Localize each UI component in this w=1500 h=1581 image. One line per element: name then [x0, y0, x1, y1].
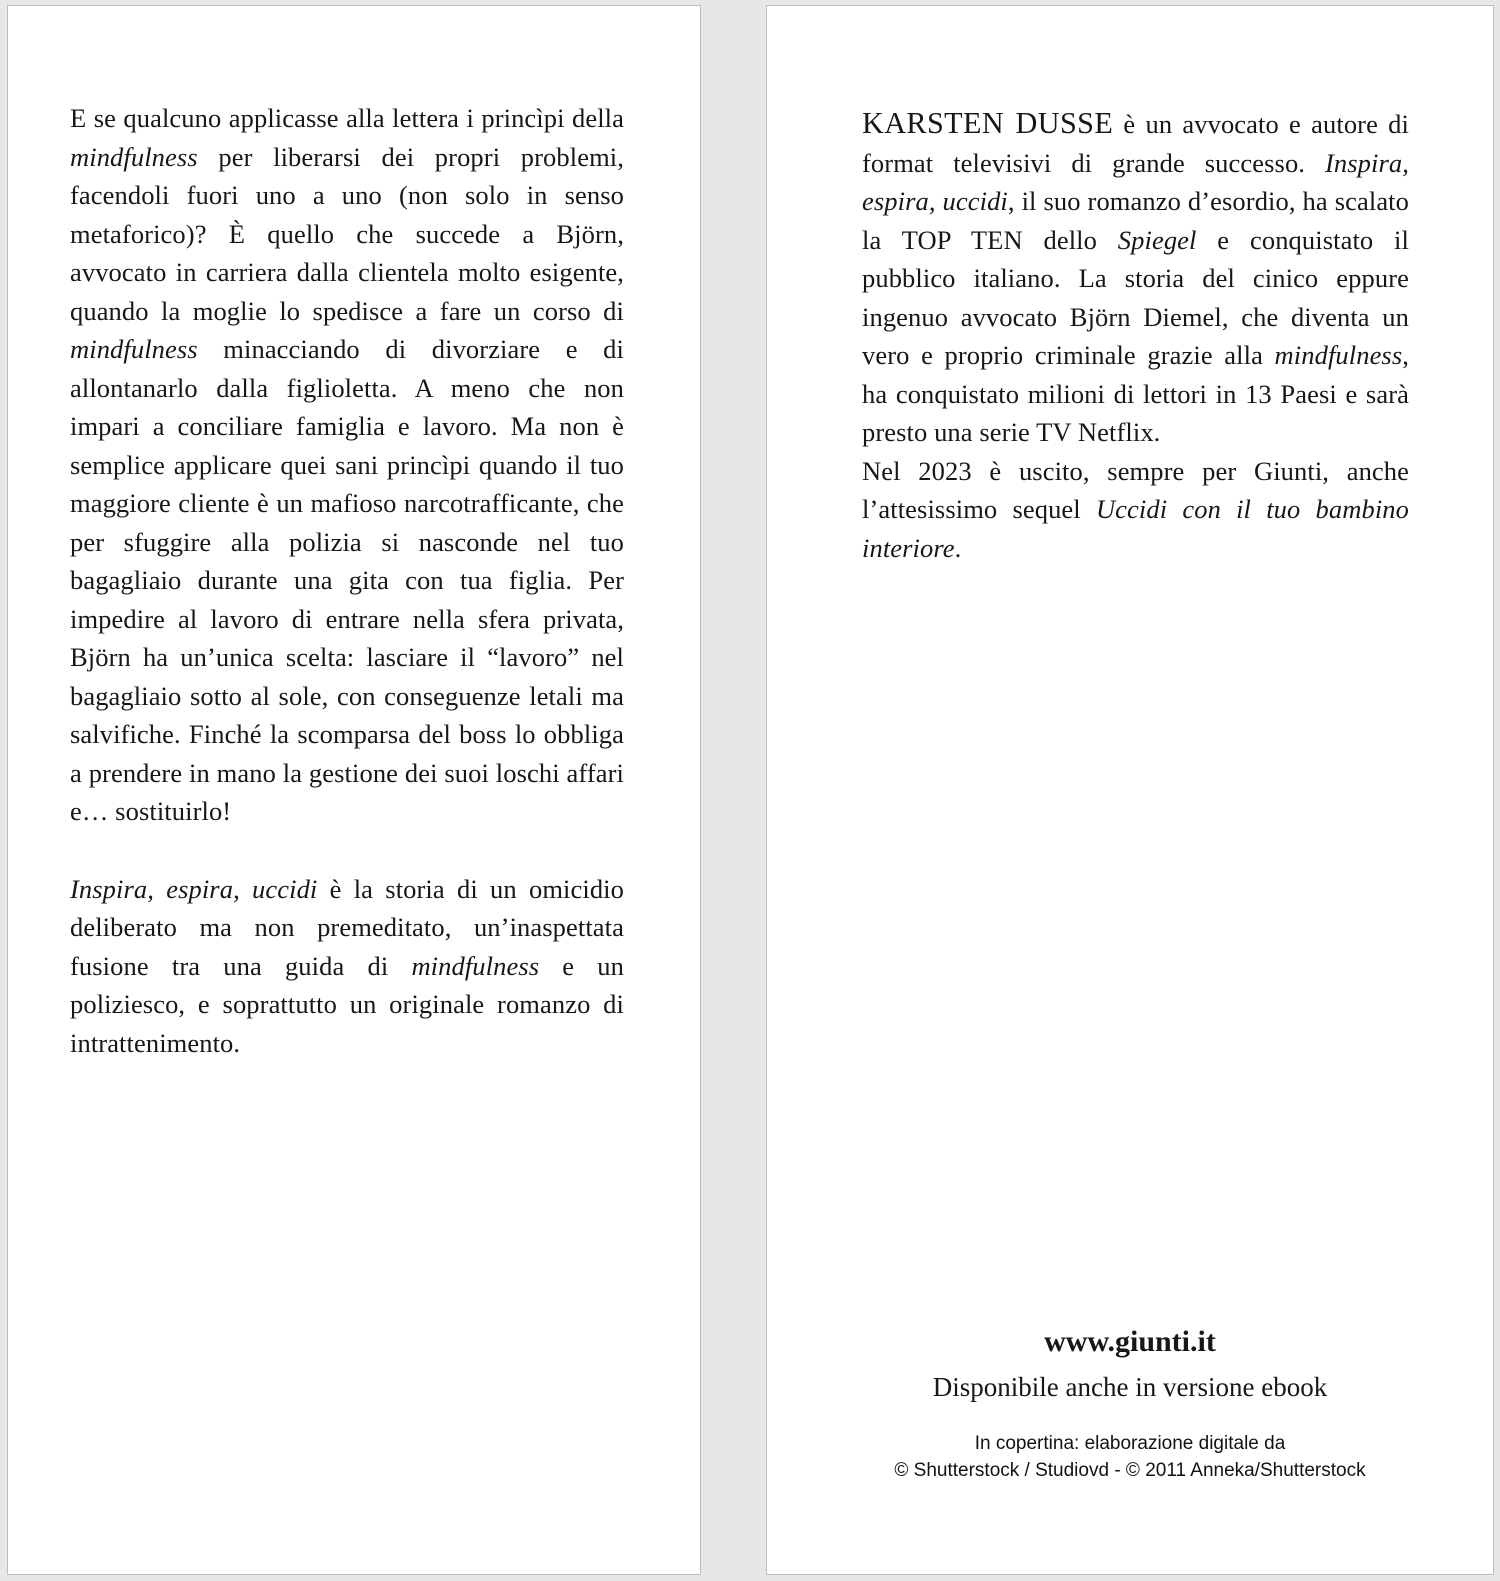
cover-credits-line1: In copertina: elaborazione digitale da	[974, 1433, 1286, 1454]
book-flap-left	[7, 5, 701, 1575]
synopsis-paragraph: E se qualcuno applicasse alla lettera i princìpi della mindfulness per liberarsi dei propri problemi, facendoli fuori uno a uno (non solo in senso metaforico)? È quello che succede a Björn, avvocato in carriera dalla clientela molto esigente, quando la moglie lo spedisce a fare un corso di mindfulness minacciando di divorziare e di allontanarlo dalla figlioletta. A meno che non impari a conciliare famiglia e lavoro. Ma non è semplice applicare quei sani princìpi quando il tuo maggiore cliente è un mafioso narcotrafficante, che per sfuggire alla polizia si nasconde nel tuo bagagliaio durante una gita con tua figlia. Per impedire al lavoro di entrare nella sfera privata, Björn ha un’unica scelta: lasciare il “lavoro” nel bagagliaio sotto al sole, con conseguenze letali ma salvifiche. Finché la scomparsa del boss lo obbliga a prendere in mano la gestione dei suoi loschi affari e… sostituirlo!	[70, 103, 624, 826]
cover-credits	[767, 1430, 1493, 1484]
right-flap-text	[862, 104, 1409, 567]
publisher-website: www.giunti.it	[1044, 1325, 1216, 1358]
closing-paragraph: Inspira, espira, uccidi è la storia di un omicidio deliberato ma non premeditato, un’inaspettata fusione tra una guida di mindfulness e un poliziesco, e soprattutto un originale romanzo di intrattenimento.	[70, 873, 625, 1058]
ebook-availability-note: Disponibile anche in versione ebook	[932, 1372, 1328, 1402]
publisher-footer	[767, 1324, 1493, 1484]
left-flap-text	[70, 99, 624, 1062]
cover-credits-line2: © Shutterstock / Studiovd - © 2011 Anneka/Shutterstock	[894, 1460, 1366, 1481]
author-bio-paragraph-2: Nel 2023 è uscito, sempre per Giunti, anche l’attesissimo sequel Uccidi con il tuo bambino interiore.	[862, 455, 1409, 563]
book-flap-right	[766, 5, 1494, 1575]
author-bio-paragraph: KARSTEN DUSSE è un avvocato e autore di format televisivi di grande successo. Inspira, espira, uccidi, il suo romanzo d’esordio, ha scalato la TOP TEN dello Spiegel e conquistato il pubblico italiano. La storia del cinico eppure ingenuo avvocato Björn Diemel, che diventa un vero e proprio criminale grazie alla mindfulness, ha conquistato milioni di lettori in 13 Paesi e sarà presto una serie TV Netflix.	[862, 106, 1409, 447]
